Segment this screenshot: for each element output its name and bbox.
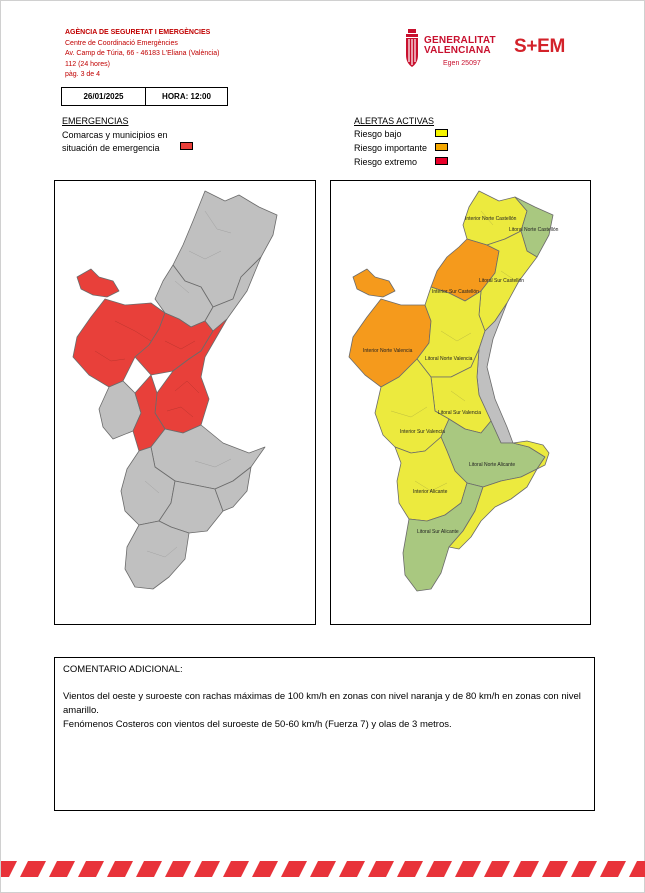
generalitat-wordmark	[424, 36, 496, 56]
report-time: HORA: 12:00	[162, 92, 211, 101]
agency-center: Centre de Coordinació Emergències	[65, 39, 178, 47]
label-litoral-norte-valencia: Litoral Norte Valencia	[425, 356, 473, 362]
label-interior-sur-valencia: Interior Sur Valencia	[400, 429, 445, 435]
page-number: pàg. 3 de 4	[65, 71, 101, 78]
label-litoral-sur-castellon: Litoral Sur Castellón	[479, 278, 525, 284]
stripe-segment	[484, 861, 510, 877]
stripe-segment	[339, 861, 365, 877]
agency-block	[65, 28, 220, 81]
stripe-segment	[426, 861, 452, 877]
emergencias-title: EMERGENCIAS	[62, 116, 129, 126]
alertas-map-svg	[331, 181, 590, 624]
alert-level-low: Riesgo bajo	[354, 129, 402, 139]
label-interior-norte-castellon: Interior Norte Castellón	[465, 216, 517, 222]
alert-level-important: Riesgo importante	[354, 143, 428, 153]
map-left-ademuz	[77, 269, 119, 297]
comment-box	[54, 657, 595, 811]
stripe-segment	[78, 861, 104, 877]
alert-level-extreme: Riesgo extremo	[354, 157, 418, 167]
stripe-segment	[542, 861, 568, 877]
stripe-segment	[397, 861, 423, 877]
sem-logo: S+EM	[514, 36, 566, 57]
emergencias-map	[54, 180, 316, 625]
label-litoral-sur-alicante: Litoral Sur Alicante	[417, 529, 459, 535]
stripe-segment	[20, 861, 46, 877]
map-left-alicante-south	[125, 521, 189, 589]
generalitat-line2: VALENCIANA	[424, 45, 491, 56]
report-date: 26/01/2025	[62, 88, 146, 105]
comment-paragraph-2: Fenómenos Costeros con vientos del suroeste de 50-60 km/h (Fuerza 7) y olas de 3 metros.	[63, 719, 452, 730]
stripe-segment	[165, 861, 191, 877]
stripe-segment	[223, 861, 249, 877]
stripe-segment	[49, 861, 75, 877]
generalitat-shield-icon	[403, 29, 421, 69]
stripe-segment	[571, 861, 597, 877]
stripe-segment	[600, 861, 626, 877]
footer-stripe	[1, 859, 645, 879]
label-interior-norte-valencia: Interior Norte Valencia	[363, 348, 413, 354]
label-litoral-norte-castellon: Litoral Norte Castellón	[509, 227, 559, 233]
stripe-segment	[455, 861, 481, 877]
agency-phone: 112 (24 hores)	[65, 60, 111, 68]
alert-swatch-extreme	[435, 157, 448, 165]
generalitat-logo	[403, 29, 498, 71]
stripe-segment	[194, 861, 220, 877]
alertas-title: ALERTAS ACTIVAS	[354, 116, 435, 126]
stripe-segment	[136, 861, 162, 877]
comment-paragraph-1: Vientos del oeste y suroeste con rachas máximas de 100 km/h en zonas con nivel naranja y de 80 km/h en zonas con nivel amarillo.	[63, 691, 581, 716]
generalitat-sub: Egen 25097	[443, 60, 481, 67]
generalitat-line1: GENERALITAT	[424, 35, 496, 46]
stripe-segment	[107, 861, 133, 877]
emergencias-map-svg	[55, 181, 315, 624]
alert-swatch-important	[435, 143, 448, 151]
emergencia-swatch	[180, 142, 193, 150]
stripe-segment	[281, 861, 307, 877]
date-box	[61, 87, 228, 106]
emergencias-text: Comarcas y municipios en situación de emergencia	[62, 130, 168, 153]
zone-orange-exclave	[353, 269, 395, 297]
comment-title: COMENTARIO ADICIONAL:	[63, 664, 183, 675]
agency-name: AGÈNCIA DE SEGURETAT I EMERGÈNCIES	[65, 29, 211, 36]
stripe-segment	[629, 861, 645, 877]
alert-swatch-low	[435, 129, 448, 137]
stripe-segment	[1, 861, 17, 877]
label-litoral-sur-valencia: Litoral Sur Valencia	[438, 410, 481, 416]
agency-address: Av. Camp de Túria, 66 - 46183 L'Eliana (València)	[65, 50, 220, 57]
stripe-segment	[252, 861, 278, 877]
label-litoral-norte-alicante: Litoral Norte Alicante	[469, 462, 516, 468]
label-interior-sur-castellon: Interior Sur Castellón	[432, 289, 479, 295]
stripe-segment	[310, 861, 336, 877]
alertas-map	[330, 180, 591, 625]
label-interior-alicante: Interior Alicante	[413, 489, 448, 495]
stripe-segment	[513, 861, 539, 877]
stripe-segment	[368, 861, 394, 877]
